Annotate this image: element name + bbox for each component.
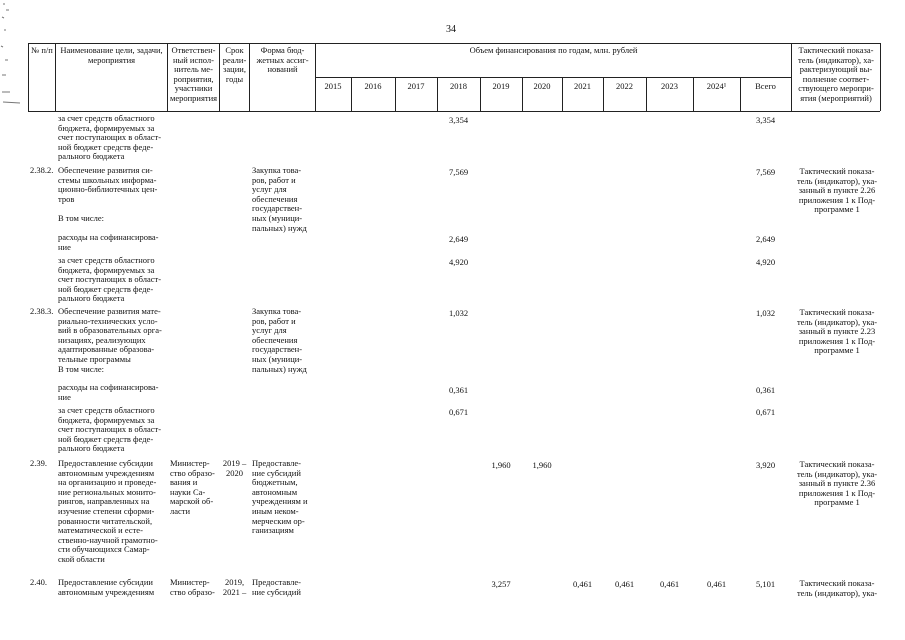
page-number: 34 bbox=[446, 24, 456, 35]
row-name: за счет средств областного бюджета, формируемых за счет поступающих в област- ной бюджет средств феде- рального бюджета bbox=[58, 405, 162, 454]
header-col-name: Наименование цели, задачи, мероприятия bbox=[60, 45, 163, 65]
value-total: 2,649 bbox=[755, 234, 776, 244]
row-indicator: Тактический показа- тель (индикатор), ука- bbox=[796, 578, 878, 598]
header-year: 2021 bbox=[574, 81, 591, 91]
row-name: Обеспечение развития мате- риально-технических усло- вий в образовательных орга- низациях, реализующих адаптированные образова- тельные программы В том числе: bbox=[58, 306, 162, 374]
row-form: Предоставле- ние субсидий bbox=[252, 577, 301, 597]
row-number: 2.38.3. bbox=[30, 306, 54, 316]
value-total: 3,920 bbox=[755, 460, 776, 470]
row-name: за счет средств областного бюджета, формируемых за счет поступающих в област- ной бюджет средств феде- рального бюджета bbox=[58, 113, 162, 162]
value-2023: 0,461 bbox=[659, 579, 680, 589]
header-year: 2016 bbox=[364, 81, 382, 91]
value-2018: 0,671 bbox=[448, 407, 469, 417]
value-total: 0,671 bbox=[755, 407, 776, 417]
value-total: 1,032 bbox=[755, 308, 776, 318]
row-term: 2019 – 2020 bbox=[222, 458, 247, 478]
header-year: 2022 bbox=[616, 81, 633, 91]
value-2019: 3,257 bbox=[491, 579, 511, 589]
header-col-form: Форма бюд- жетных ассиг- нований bbox=[256, 45, 309, 75]
row-name: Предоставление субсидии автономным учреждениям bbox=[58, 577, 155, 597]
row-number: 2.38.2. bbox=[30, 165, 54, 175]
header-year: 2024¹ bbox=[706, 81, 727, 91]
row-name: Предоставление субсидии автономным учреждениям на организацию и проведе- ние региональных монито- рингов, направленных на изучение степени сформи- рованности читательской, математической и есте- ственно-научной грамотно- сти обучающихся Самар- ской области bbox=[58, 458, 158, 564]
header-col-num: № п/п bbox=[31, 45, 53, 55]
row-form: Закупка това- ров, работ и услуг для обеспечения государствен- ных (муници- пальных) нужд bbox=[252, 165, 307, 233]
header-year: 2023 bbox=[661, 81, 678, 91]
row-name: Обеспечение развития си- стемы школьных информа- ционно-библиотечных цен- тров В том числе: bbox=[58, 165, 158, 223]
row-name: расходы на софинансирова- ние bbox=[58, 232, 159, 252]
header-year: 2017 bbox=[407, 81, 425, 91]
header-year: 2019 bbox=[492, 81, 510, 91]
value-2018: 0,361 bbox=[448, 385, 469, 395]
row-name: расходы на софинансирова- ние bbox=[58, 382, 159, 402]
value-total: 0,361 bbox=[755, 385, 776, 395]
row-form: Закупка това- ров, работ и услуг для обеспечения государствен- ных (муници- пальных) нужд bbox=[252, 306, 307, 374]
header-year: 2020 bbox=[533, 81, 551, 91]
value-2022: 0,461 bbox=[614, 579, 635, 589]
value-total: 4,920 bbox=[755, 257, 776, 267]
value-total: 7,569 bbox=[755, 167, 776, 177]
header-total: Всего bbox=[755, 81, 776, 91]
row-responsible: Министер- ство образо- bbox=[170, 577, 215, 597]
row-number: 2.40. bbox=[30, 577, 47, 587]
header-col-indicator: Тактический показа- тель (индикатор), ха- рактеризующий вы- полнение соответ- ствующего меропри- ятия (мероприятий) bbox=[797, 45, 874, 103]
row-indicator: Тактический показа- тель (индикатор), ука- занный в пункте 2.26 приложения 1 к Под- программе 1 bbox=[796, 166, 878, 215]
row-form: Предоставле- ние субсидий бюджетным, автономным учреждениям и иным неком- мерческим ор- ганизациям bbox=[252, 458, 308, 536]
value-2019: 1,960 bbox=[491, 460, 511, 470]
value-2021: 0,461 bbox=[572, 579, 593, 589]
header-year: 2015 bbox=[324, 81, 342, 91]
row-term: 2019, 2021 – bbox=[222, 577, 247, 597]
header-col-responsible: Ответствен- ный испол- нитель ме- роприятия, участники мероприятия bbox=[169, 45, 218, 103]
header-col-term: Срок реали- зации, годы bbox=[222, 45, 247, 84]
row-indicator: Тактический показа- тель (индикатор), ука- занный в пункте 2.36 приложения 1 к Под- программе 1 bbox=[796, 459, 878, 508]
header-col-volume: Объем финансирования по годам, млн. рублей bbox=[469, 45, 638, 55]
value-2018: 1,032 bbox=[448, 308, 469, 318]
row-number: 2.39. bbox=[30, 458, 47, 468]
header-year: 2018 bbox=[450, 81, 467, 91]
value-2018: 4,920 bbox=[448, 257, 469, 267]
value-2018: 2,649 bbox=[448, 234, 469, 244]
value-2020: 1,960 bbox=[532, 460, 552, 470]
value-total: 5,101 bbox=[755, 579, 776, 589]
value-2018: 3,354 bbox=[448, 115, 469, 125]
value-total: 3,354 bbox=[755, 115, 776, 125]
row-responsible: Министер- ство образо- вания и науки Са- марской об- ласти bbox=[170, 458, 215, 516]
row-indicator: Тактический показа- тель (индикатор), ука- занный в пункте 2.23 приложения 1 к Под- программе 1 bbox=[796, 307, 878, 356]
value-2024: 0,461 bbox=[706, 579, 727, 589]
row-name: за счет средств областного бюджета, формируемых за счет поступающих в област- ной бюджет средств феде- рального бюджета bbox=[58, 255, 162, 304]
value-2018: 7,569 bbox=[448, 167, 469, 177]
